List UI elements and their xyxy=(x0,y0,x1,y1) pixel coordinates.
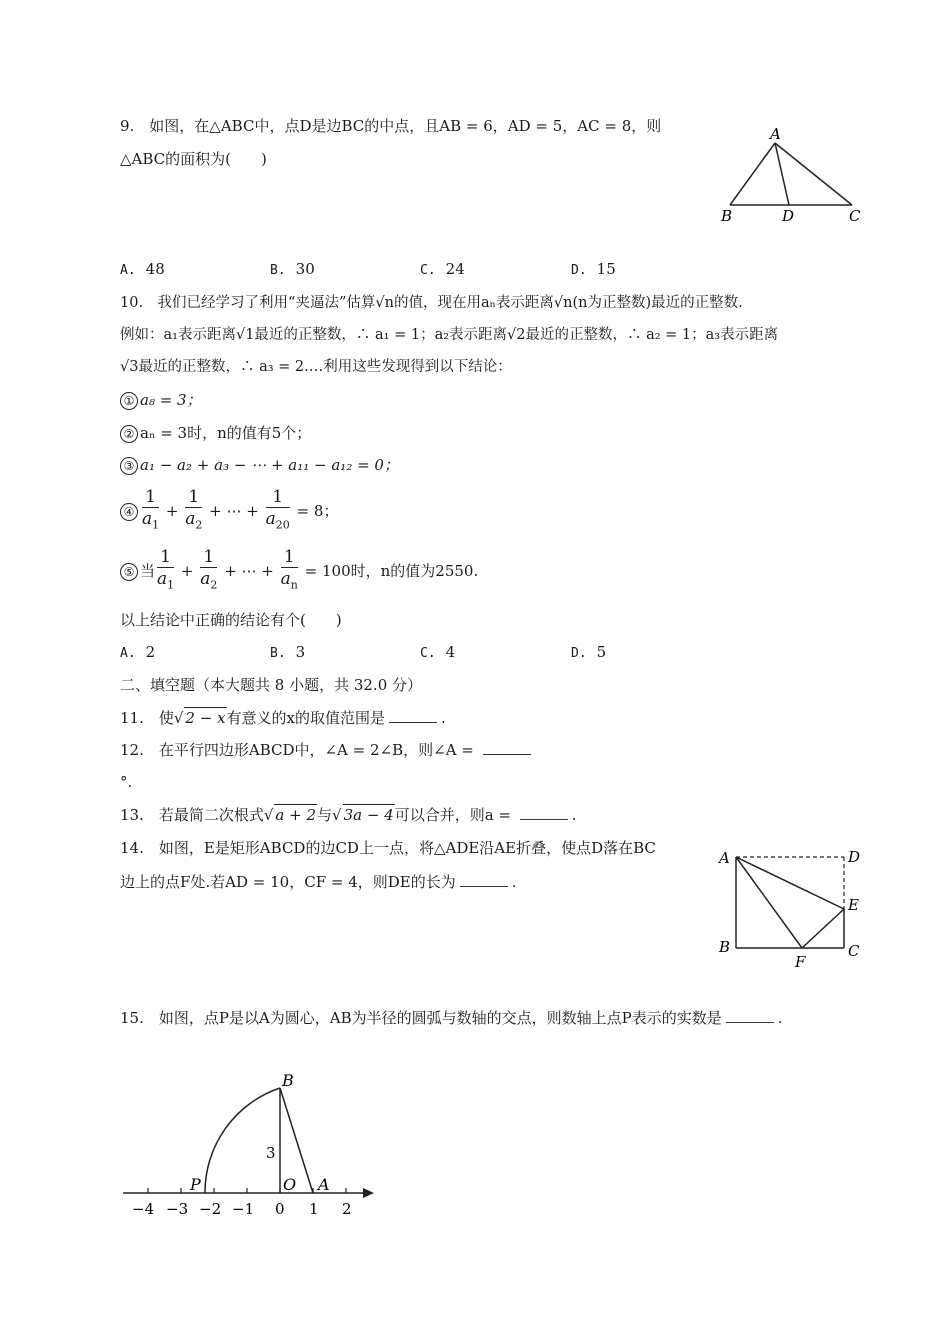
q13-blank xyxy=(520,805,568,820)
marker-5: ⑤ xyxy=(120,563,138,581)
q10-option-d: D. 5 xyxy=(571,643,607,661)
q12: 12. 在平行四边形ABCD中，∠A = 2∠B，则∠A = xyxy=(120,740,535,760)
q9-line1: 9. 如图，在△ABC中，点D是边BC的中点，且AB = 6，AD = 5，AC = 8，则 xyxy=(120,117,662,135)
q10-question: 以上结论中正确的结论有个( ) xyxy=(120,611,342,629)
q9-triangle-figure xyxy=(715,123,870,228)
q9-label-c: C xyxy=(849,207,861,225)
q14-label-a: A xyxy=(719,849,730,867)
q10-line2: 例如：a₁表示距离√1最近的正整数，∴ a₁ = 1；a₂表示距离√2最近的正整数，∴ a₂ = 1；a₃表示距离 xyxy=(120,327,779,343)
q14-line2: 边上的点F处.若AD = 10，CF = 4，则DE的长为 . xyxy=(120,873,517,891)
q10-option-c: C. 4 xyxy=(420,643,456,661)
q15: 15. 如图，点P是以A为圆心，AB为半径的圆弧与数轴的交点，则数轴上点P表示的实数是 . xyxy=(120,1009,783,1027)
q15-label-o: O xyxy=(283,1175,297,1194)
q9-option-d: D. 15 xyxy=(571,260,616,278)
q10-line3: √3最近的正整数，∴ a₃ = 2.…利用这些发现得到以下结论： xyxy=(120,359,512,375)
q12-blank xyxy=(483,740,531,755)
q15-label-p: P xyxy=(190,1175,201,1194)
q10-conclusion-3: ③ a₁ − a₂ + a₃ − ⋯ + a₁₁ − a₁₂ = 0； xyxy=(120,455,399,475)
marker-2: ② xyxy=(120,425,138,443)
q9-label-d: D xyxy=(782,207,795,225)
q14-label-e: E xyxy=(848,896,859,914)
q15-tick-1: 1 xyxy=(309,1200,319,1218)
q15-blank xyxy=(726,1008,774,1023)
section-title: 二、填空题（本大题共 8 小题，共 32.0 分） xyxy=(120,676,423,694)
q14-label-f: F xyxy=(795,953,806,971)
q15-tick-2: 2 xyxy=(342,1200,352,1218)
q15-label-3: 3 xyxy=(266,1144,276,1162)
q15-label-b: B xyxy=(282,1071,294,1090)
q10-option-a: A. 2 xyxy=(120,643,156,661)
marker-3: ③ xyxy=(120,457,138,475)
q9-option-a: A. 48 xyxy=(120,260,165,278)
marker-1: ① xyxy=(120,392,138,410)
q10-conclusion-1: ① a₈ = 3； xyxy=(120,390,202,410)
q12-end: °. xyxy=(120,773,133,791)
q9-label-a: A xyxy=(770,125,781,143)
q14-blank xyxy=(460,872,508,887)
q10-conclusion-4: ④ $\frac{1}{a_1}$ + $\frac{1}{a_2}$ + ⋯ + $\frac{1}{a_{20}}$ = 8； xyxy=(120,486,338,537)
q9-option-c: C. 24 xyxy=(420,260,465,278)
marker-4: ④ xyxy=(120,503,138,521)
q10-conclusion-5: ⑤ 当 $\frac{1}{a_1}$ + $\frac{1}{a_2}$ + ⋯ + $\frac{1}{a_n}$ = 100时，n的值为2550. xyxy=(120,546,478,597)
q9-line2: △ABC的面积为( ) xyxy=(120,150,267,168)
q15-tick--2: −2 xyxy=(199,1200,222,1218)
q15-tick--1: −1 xyxy=(232,1200,255,1218)
q14-label-c: C xyxy=(848,942,860,960)
q14-label-b: B xyxy=(719,938,731,956)
q14-line1: 14. 如图，E是矩形ABCD的边CD上一点，将△ADE沿AE折叠，使点D落在BC xyxy=(120,839,656,857)
q15-label-a: A xyxy=(318,1175,330,1194)
q15-tick-0: 0 xyxy=(275,1200,285,1218)
q9-label-b: B xyxy=(721,207,733,225)
q15-tick--3: −3 xyxy=(166,1200,189,1218)
q9-option-b: B. 30 xyxy=(270,260,315,278)
q14-label-d: D xyxy=(848,848,861,866)
q14-rectangle-figure xyxy=(712,843,872,973)
q15-tick--4: −4 xyxy=(132,1200,155,1218)
q11-blank xyxy=(389,708,437,723)
q13: 13. 若最简二次根式√ a + 2与√ 3a − 4可以合并，则a = . xyxy=(120,806,577,824)
q10-line1: 10. 我们已经学习了利用“夹逼法”估算√n的值，现在用aₙ表示距离√n(n为正整数)最近的正整数. xyxy=(120,295,743,311)
q10-conclusion-2: ② aₙ = 3时，n的值有5个； xyxy=(120,423,311,443)
q15-number-line-figure xyxy=(118,1068,388,1223)
q10-option-b: B. 3 xyxy=(270,643,306,661)
q11: 11. 使√ 2 − x有意义的x的取值范围是 . xyxy=(120,709,446,727)
